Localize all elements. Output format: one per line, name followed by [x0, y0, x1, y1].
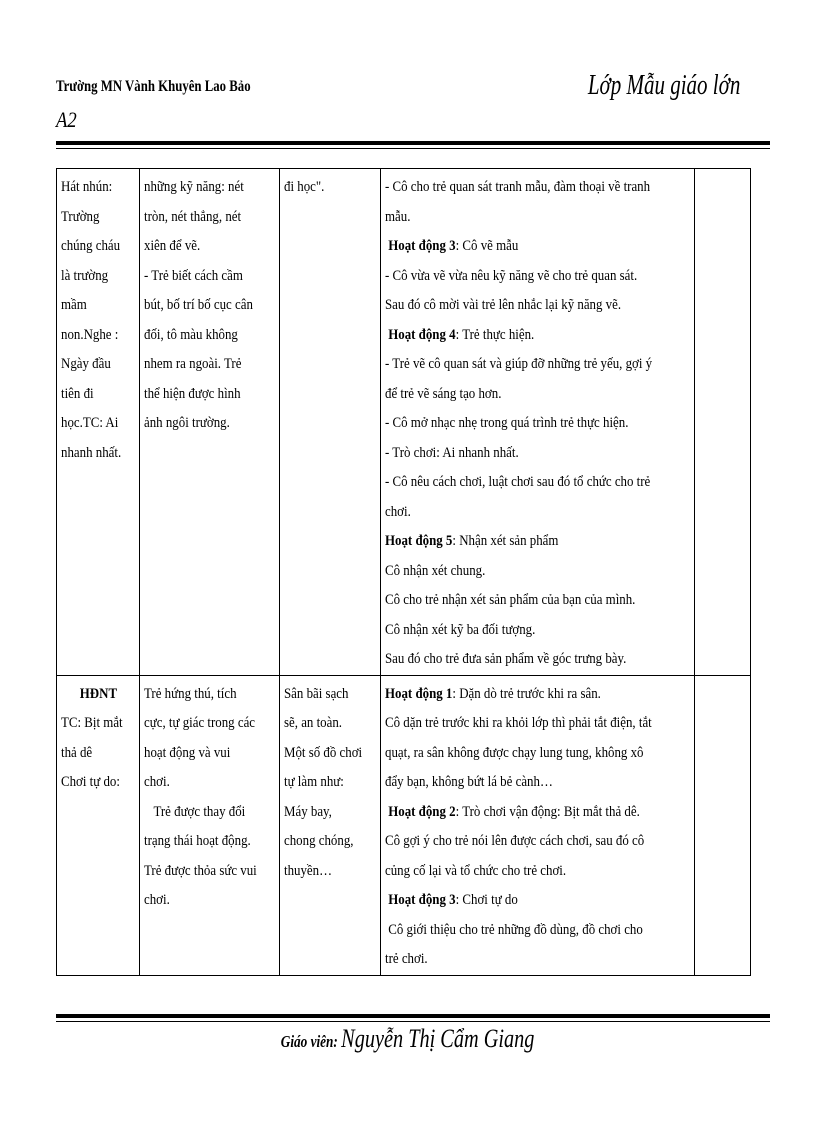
activity-step-title: Hoạt động 1 [385, 685, 453, 702]
procedure-text: trẻ chơi. [385, 951, 428, 967]
teacher-name: Nguyễn Thị Cẩm Giang [341, 1024, 535, 1053]
procedure-text: : Chơi tự do [455, 892, 518, 908]
cell-line: - Trẻ biết cách cầm [144, 267, 243, 284]
activity-step-title: Hoạt động 3 [385, 892, 456, 908]
procedure-text: : Cô vẽ mẫu [455, 238, 519, 254]
procedure-text: : Trò chơi vận động: Bịt mắt thả dê. [455, 803, 640, 820]
procedure-text: mẫu. [385, 208, 411, 225]
procedure-cell [381, 169, 695, 676]
procedure-text: Sau đó cô mời vài trẻ lên nhắc lại kỹ năng vẽ. [385, 297, 622, 313]
cell-line: mầm [61, 297, 87, 313]
activity-step-title: Hoạt động 3 [385, 238, 456, 254]
procedure-line [385, 916, 690, 946]
procedure-line [385, 616, 690, 646]
activity-cell [57, 675, 140, 975]
teacher-signature [0, 1024, 816, 1054]
cell-line: Máy bay, [284, 803, 332, 820]
cell-line: non.Nghe : [61, 326, 119, 343]
table-row [57, 169, 751, 676]
activity-step-title: Hoạt động 5 [385, 533, 453, 549]
procedure-text: - Cô vừa vẽ vừa nêu kỹ năng vẽ cho trẻ quan sát. [385, 267, 638, 284]
cell-line: đối, tô màu không [144, 326, 238, 343]
procedure-line [385, 768, 690, 798]
procedure-line [385, 380, 690, 410]
procedure-line [385, 798, 690, 828]
procedure-cell [381, 675, 695, 975]
procedure-text: để trẻ vẽ sáng tạo hơn. [385, 385, 502, 402]
procedure-line [385, 291, 690, 321]
procedure-line [385, 586, 690, 616]
procedure-text: Cô giới thiệu cho trẻ những đồ dùng, đồ chơi cho [385, 921, 643, 938]
procedure-line [385, 498, 690, 528]
procedure-text: : Nhận xét sản phẩm [452, 533, 559, 549]
procedure-line [385, 350, 690, 380]
cell-line: Chơi tự do: [61, 774, 120, 790]
cell-line: thuyền… [284, 862, 333, 879]
cell-line: TC: Bịt mắt [61, 715, 123, 731]
procedure-line [385, 886, 690, 916]
procedure-text: đẩy bạn, không bứt lá bẻ cành… [385, 774, 553, 790]
cell-line: nhem ra ngoài. Trẻ [144, 356, 242, 372]
cell-line: chúng cháu [61, 238, 121, 254]
procedure-text: Cô cho trẻ nhận xét sản phẩm của bạn của mình. [385, 592, 636, 608]
procedure-text: củng cố lại và tổ chức cho trẻ chơi. [385, 862, 567, 879]
cell-line: nhanh nhất. [61, 444, 122, 461]
footer-rule-thick [56, 1014, 770, 1018]
cell-line: thả dê [61, 744, 93, 761]
cell-line: là trường [61, 267, 109, 284]
procedure-line [385, 827, 690, 857]
cell-line: hoạt động và vui [144, 744, 231, 761]
activity-cell [57, 169, 140, 676]
procedure-text: Cô nhận xét chung. [385, 562, 486, 579]
procedure-text: - Trẻ vẽ cô quan sát và giúp đỡ những trẻ yếu, gợi ý [385, 356, 653, 372]
cell-line: Trẻ được thay đổi [144, 803, 246, 820]
school-name: Trường MN Vành Khuyên Lao Bảo [56, 78, 251, 95]
procedure-text: Cô gợi ý cho trẻ nói lên được cách chơi, sau đó cô [385, 833, 645, 849]
cell-line: cực, tự giác trong các [144, 715, 256, 731]
cell-line: xiên để vẽ. [144, 238, 201, 254]
header-sub: A2 [56, 107, 77, 132]
procedure-line [385, 409, 690, 439]
procedure-text: - Cô cho trẻ quan sát tranh mẫu, đàm thoại về tranh [385, 179, 651, 195]
cell-line: Trẻ hứng thú, tích [144, 685, 237, 702]
teacher-label: Giáo viên: [281, 1032, 342, 1051]
objective-cell [140, 169, 280, 676]
table-row [57, 675, 751, 975]
procedure-line [385, 857, 690, 887]
note-cell [695, 169, 751, 676]
cell-line: tiên đi [61, 385, 94, 402]
cell-line: chơi. [144, 774, 170, 790]
procedure-line [385, 203, 690, 233]
lesson-plan-table [56, 168, 751, 976]
cell-line: chơi. [144, 892, 170, 908]
cell-line: trạng thái hoạt động. [144, 833, 251, 849]
cell-line: chong chóng, [284, 833, 354, 849]
procedure-line [385, 527, 690, 557]
activity-step-title: Hoạt động 4 [385, 326, 456, 343]
procedure-text: - Trò chơi: Ai nhanh nhất. [385, 444, 519, 461]
cell-line: học.TC: Ai [61, 415, 119, 431]
cell-line: đi học". [284, 179, 325, 195]
preparation-cell [280, 675, 381, 975]
procedure-line [385, 262, 690, 292]
cell-line: Trường [61, 208, 100, 225]
procedure-line [385, 232, 690, 262]
procedure-text: - Cô nêu cách chơi, luật chơi sau đó tổ chức cho trẻ [385, 474, 651, 490]
activity-title: HĐNT [79, 685, 118, 702]
procedure-line [385, 173, 690, 203]
header-rule-thick [56, 141, 770, 145]
preparation-cell [280, 169, 381, 676]
procedure-line [385, 439, 690, 469]
cell-line: Trẻ được thỏa sức vui [144, 862, 257, 879]
cell-line: bút, bố trí bố cục cân [144, 297, 253, 313]
procedure-text: Cô dặn trẻ trước khi ra khỏi lớp thì phải tắt điện, tắt [385, 715, 652, 731]
objective-cell [140, 675, 280, 975]
cell-line: Hát nhún: [61, 179, 113, 195]
cell-line: tròn, nét thẳng, nét [144, 208, 242, 225]
procedure-line [385, 645, 690, 675]
class-name: Lớp Mẫu giáo lớn [587, 70, 740, 101]
cell-line: những kỹ năng: nét [144, 179, 244, 195]
procedure-line [385, 680, 690, 710]
cell-line: ảnh ngôi trường. [144, 415, 230, 431]
procedure-text: quạt, ra sân không được chạy lung tung, không xô [385, 744, 644, 761]
cell-line: Sân bãi sạch [284, 685, 349, 702]
cell-line: thể hiện được hình [144, 385, 241, 402]
procedure-text: Sau đó cho trẻ đưa sản phẩm về góc trưng bày. [385, 651, 627, 667]
cell-line: Một số đồ chơi [284, 744, 363, 761]
procedure-text: : Trẻ thực hiện. [455, 326, 535, 343]
procedure-text: chơi. [385, 503, 411, 520]
cell-line: tự làm như: [284, 774, 344, 790]
procedure-line [385, 945, 690, 975]
procedure-text: - Cô mở nhạc nhẹ trong quá trình trẻ thực hiện. [385, 415, 629, 431]
header-rule-thin [56, 148, 770, 149]
procedure-line [385, 709, 690, 739]
procedure-line [385, 739, 690, 769]
procedure-text: Cô nhận xét kỹ ba đối tượng. [385, 621, 536, 638]
activity-step-title: Hoạt động 2 [385, 803, 456, 820]
procedure-line [385, 557, 690, 587]
procedure-line [385, 468, 690, 498]
footer-rule-thin [56, 1021, 770, 1022]
cell-line: Ngày đầu [61, 356, 111, 372]
procedure-text: : Dặn dò trẻ trước khi ra sân. [452, 685, 601, 702]
procedure-line [385, 321, 690, 351]
note-cell [695, 675, 751, 975]
cell-line: sẽ, an toàn. [284, 715, 343, 731]
